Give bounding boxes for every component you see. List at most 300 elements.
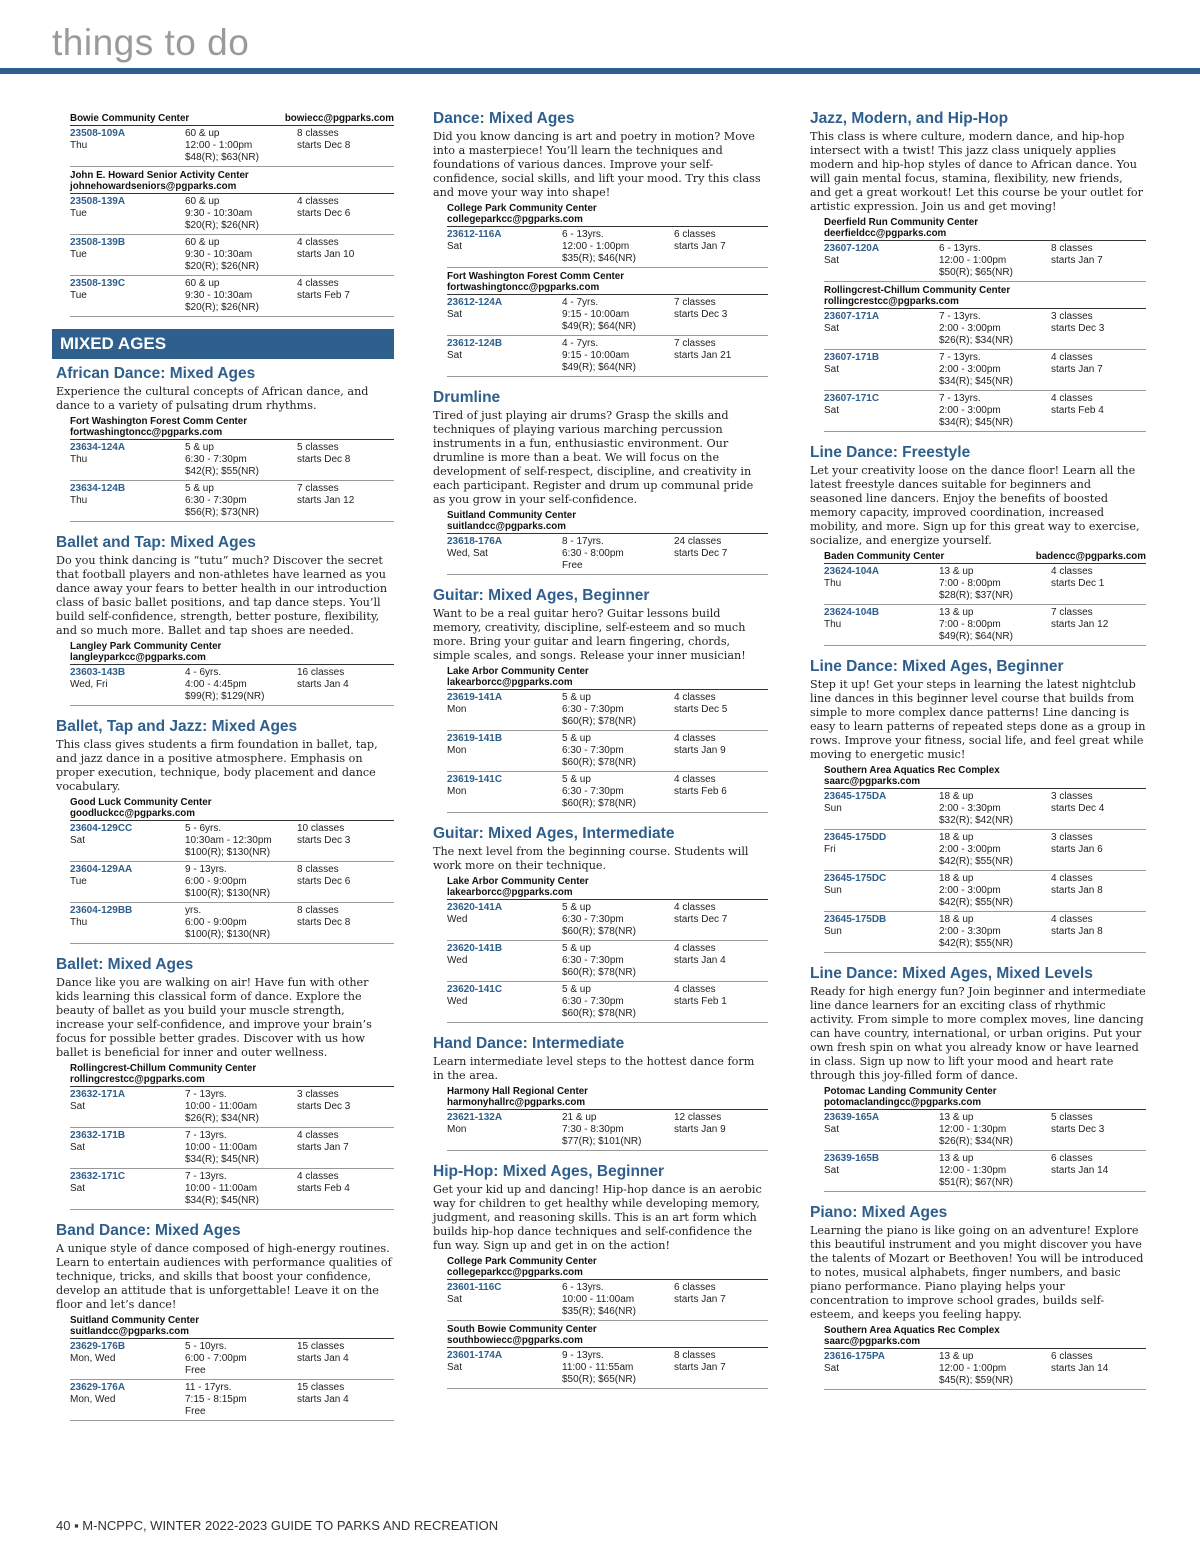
class-row [70,440,394,481]
class-age: 7 - 13yrs. [939,311,981,322]
class-code[interactable]: 23629-176B [70,1341,126,1352]
class-count: 4 classes [1051,352,1093,363]
location-email[interactable]: fortwashingtoncc@pgparks.com [447,282,600,293]
class-schedule-cell [674,1350,768,1386]
class-price: $60(R); $78(NR) [562,1008,636,1019]
class-day: Wed [447,996,468,1007]
location-email[interactable]: goodluckcc@pgparks.com [70,808,195,819]
class-id-cell [70,483,185,519]
class-count: 4 classes [674,774,716,785]
course-block [56,718,394,944]
class-start: starts Dec 7 [674,548,728,559]
class-count: 10 classes [297,823,345,834]
class-details-cell [939,1351,1051,1387]
class-details-cell [562,1350,674,1386]
class-schedule-cell [674,536,768,572]
location-email[interactable]: collegeparkcc@pgparks.com [447,214,583,225]
course-block [433,825,768,1023]
class-schedule-cell [674,692,768,728]
class-count: 4 classes [297,1171,339,1182]
class-details-cell [939,791,1051,827]
class-details-cell [939,311,1051,347]
class-id-cell [70,905,185,941]
class-price: $99(R); $129(NR) [185,691,265,702]
class-schedule-cell [297,196,394,232]
class-time: 2:00 - 3:00pm [939,323,1001,334]
class-age: 5 & up [562,733,591,744]
class-price: Free [562,560,583,571]
class-age: 60 & up [185,128,220,139]
class-day: Mon, Wed [70,1394,116,1405]
class-start: starts Jan 10 [297,249,355,260]
class-code[interactable]: 23601-174A [447,1350,503,1361]
page-title: things to do [52,22,250,63]
course-block [810,658,1146,953]
class-id-cell [824,311,939,347]
location-email[interactable]: saarc@pgparks.com [824,776,921,787]
class-code[interactable]: 23639-165A [824,1112,880,1123]
class-price: $34(R); $45(NR) [939,417,1013,428]
course-description: Do you think dancing is “tutu” much? Discover the secret that football players and non-athletes have learned as you dance away your fears to better health in our introduction class of basic ballet positions, and tap dance steps. You’ll build self-confidence, strength, better posture, flexibility, and so much more. Ballet and tap shoes are needed. [56,554,388,637]
class-code[interactable]: 23645-175DC [824,873,887,884]
course-description: Step it up! Get your steps in learning the latest nightclub line dances in this beginner level course that builds from simple to more complex dance patterns! Line dancing is easy to learn patterns of repeated steps done as a group in rows. Improve your fitness, social life, and feel great while moving to energetic music! [810,678,1146,761]
class-start: starts Jan 21 [674,350,732,361]
class-price: $50(R); $65(NR) [562,1374,636,1385]
class-price: $28(R); $37(NR) [939,590,1013,601]
course-block [433,389,768,575]
class-age: 9 - 13yrs. [562,1350,604,1361]
class-day: Sat [824,364,840,375]
class-schedule-cell [1051,1153,1146,1189]
class-schedule-cell [1051,566,1146,602]
class-age: 18 & up [939,873,974,884]
class-count: 8 classes [1051,243,1093,254]
class-count: 3 classes [1051,832,1093,843]
class-age: 13 & up [939,566,974,577]
location-header [70,797,394,821]
class-code[interactable]: 23620-141C [447,984,503,995]
class-time: 12:00 - 1:30pm [939,1165,1007,1176]
location-header [70,170,394,194]
class-count: 4 classes [1051,566,1093,577]
class-row [447,227,768,268]
class-count: 4 classes [1051,393,1093,404]
course-title: Jazz, Modern, and Hip-Hop [810,110,1009,127]
course-title: African Dance: Mixed Ages [56,365,256,382]
location-email[interactable]: collegeparkcc@pgparks.com [447,1267,583,1278]
course-description: Let your creativity loose on the dance floor! Learn all the latest freestyle dances suitable for beginners and seasoned line dancers. Enjoy the benefits of boosted memory capacity, improved coordination, increased mobility, and more. Sign up for this great way to exercise, socialize, and energize yourself. [810,464,1140,547]
class-row [70,1380,394,1421]
class-row [447,534,768,575]
class-price: $32(R); $42(NR) [939,815,1013,826]
class-start: starts Dec 7 [674,914,728,925]
class-details-cell [562,733,674,769]
course-block [433,110,768,377]
class-schedule-cell [297,905,394,941]
course-description: The next level from the beginning course. Students will work more on their technique. [433,845,749,872]
class-code[interactable]: 23612-124B [447,338,503,349]
class-count: 6 classes [674,229,716,240]
location-name: South Bowie Community Center [447,1324,597,1335]
class-start: starts Jan 7 [1051,364,1103,375]
class-time: 2:00 - 3:30pm [939,926,1001,937]
class-code[interactable]: 23604-129BB [70,905,133,916]
class-price: $34(R); $45(NR) [185,1195,259,1206]
class-start: starts Jan 14 [1051,1165,1109,1176]
class-price: $60(R); $78(NR) [562,798,636,809]
class-code[interactable]: 23508-139B [70,237,126,248]
class-code[interactable]: 23632-171A [70,1089,126,1100]
class-schedule-cell [674,774,768,810]
class-code[interactable]: 23619-141C [447,774,503,785]
class-price: $20(R); $26(NR) [185,302,259,313]
class-row [824,830,1146,871]
class-start: starts Feb 7 [297,290,350,301]
class-code[interactable]: 23508-139C [70,278,126,289]
class-code[interactable]: 23618-176A [447,536,503,547]
class-code[interactable]: 23607-120A [824,243,880,254]
location-name: Fort Washington Forest Comm Center [70,416,248,427]
class-code[interactable]: 23612-116A [447,229,502,240]
class-count: 4 classes [674,692,716,703]
course-title: Hand Dance: Intermediate [433,1035,625,1052]
class-price: $26(R); $34(NR) [185,1113,259,1124]
class-code[interactable]: 23645-175DD [824,832,887,843]
location-email[interactable]: deerfieldcc@pgparks.com [824,228,947,239]
class-time: 6:30 - 7:30pm [562,704,624,715]
class-start: starts Jan 4 [297,679,349,690]
class-code[interactable]: 23632-171C [70,1171,126,1182]
class-code[interactable]: 23624-104A [824,566,880,577]
class-time: 7:30 - 8:30pm [562,1124,624,1135]
class-time: 6:00 - 9:00pm [185,917,247,928]
location-name: Langley Park Community Center [70,641,222,652]
location-email[interactable]: potomaclandingcc@pgparks.com [824,1097,982,1108]
location-email[interactable]: bowiecc@pgparks.com [284,113,394,124]
class-row [824,1110,1146,1151]
class-time: 12:00 - 1:00pm [185,140,253,151]
class-time: 6:00 - 7:00pm [185,1353,247,1364]
class-price: $45(R); $59(NR) [939,1375,1013,1386]
class-price: Free [185,1365,206,1376]
class-id-cell [447,1350,562,1386]
class-schedule-cell [1051,873,1146,909]
location-header [70,1063,394,1087]
class-id-cell [447,1112,562,1148]
location-email[interactable]: lakearborcc@pgparks.com [447,677,573,688]
class-details-cell [939,873,1051,909]
class-schedule-cell [674,902,768,938]
class-day: Tue [70,290,87,301]
class-start: starts Dec 8 [297,917,351,928]
class-code[interactable]: 23508-109A [70,128,126,139]
class-row [70,276,394,317]
location-email[interactable]: johnehowardseniors@pgparks.com [70,181,237,192]
class-count: 4 classes [674,733,716,744]
class-schedule-cell [1051,393,1146,429]
class-count: 6 classes [674,1282,716,1293]
class-age: 5 & up [562,774,591,785]
class-time: 7:00 - 8:00pm [939,619,1001,630]
location-header [447,510,768,534]
class-row [70,194,394,235]
class-code[interactable]: 23604-129CC [70,823,133,834]
class-code[interactable]: 23607-171C [824,393,880,404]
class-day: Sat [447,1362,463,1373]
class-age: 4 - 7yrs. [562,297,599,308]
class-age: 13 & up [939,1351,974,1362]
class-age: 5 - 10yrs. [185,1341,227,1352]
location-header [447,1256,768,1280]
class-details-cell [939,832,1051,868]
class-day: Wed, Fri [70,679,108,690]
class-details-cell [562,692,674,728]
class-code[interactable]: 23621-132A [447,1112,503,1123]
class-time: 11:00 - 11:55am [562,1362,634,1373]
class-id-cell [70,1089,185,1125]
class-schedule-cell [1051,914,1146,950]
course-title: Drumline [433,389,501,406]
class-id-cell [447,229,562,265]
class-start: starts Jan 8 [1051,926,1103,937]
location-email[interactable]: suitlandcc@pgparks.com [70,1326,189,1337]
class-code[interactable]: 23607-171A [824,311,880,322]
class-schedule-cell [297,864,394,900]
course-block [433,1163,768,1389]
class-code[interactable]: 23616-175PA [824,1351,885,1362]
location-email[interactable]: rollingcrestcc@pgparks.com [70,1074,205,1085]
location-email[interactable]: rollingcrestcc@pgparks.com [824,296,959,307]
class-age: 13 & up [939,1112,974,1123]
class-row [824,789,1146,830]
class-details-cell [185,1382,297,1418]
class-price: $26(R); $34(NR) [939,1136,1013,1147]
class-details-cell [185,237,297,273]
class-id-cell [824,914,939,950]
class-count: 24 classes [674,536,722,547]
class-age: 7 - 13yrs. [185,1089,227,1100]
class-code[interactable]: 23629-176A [70,1382,126,1393]
class-start: starts Dec 1 [1051,578,1105,589]
class-code[interactable]: 23634-124A [70,442,126,453]
class-start: starts Jan 7 [1051,255,1103,266]
class-time: 9:15 - 10:00am [562,309,630,320]
class-day: Sun [824,885,842,896]
class-day: Sat [824,1124,840,1135]
class-price: $56(R); $73(NR) [185,507,259,518]
class-day: Sat [824,1363,840,1374]
class-schedule-cell [297,237,394,273]
class-id-cell [824,393,939,429]
class-count: 6 classes [1051,1351,1093,1362]
location-header [447,203,768,227]
class-code[interactable]: 23607-171B [824,352,880,363]
class-id-cell [447,536,562,572]
class-details-cell [562,943,674,979]
class-code[interactable]: 23620-141B [447,943,503,954]
class-price: $60(R); $78(NR) [562,757,636,768]
class-id-cell [824,791,939,827]
class-start: starts Feb 6 [674,786,727,797]
location-header [824,551,1146,564]
class-count: 8 classes [674,1350,716,1361]
class-price: $60(R); $78(NR) [562,967,636,978]
location-header [70,113,394,126]
class-day: Thu [824,578,842,589]
class-row [824,309,1146,350]
class-count: 4 classes [1051,914,1093,925]
class-details-cell [562,774,674,810]
class-schedule-cell [297,442,394,478]
class-time: 7:00 - 8:00pm [939,578,1001,589]
class-price: $50(R); $65(NR) [939,267,1013,278]
class-row [447,1110,768,1151]
class-row [447,1348,768,1389]
class-id-cell [70,1130,185,1166]
class-price: $49(R); $64(NR) [562,362,636,373]
location-name: Lake Arbor Community Center [447,876,589,887]
location-email[interactable]: badencc@pgparks.com [1035,551,1146,562]
class-row [70,1087,394,1128]
location-email[interactable]: langleyparkcc@pgparks.com [70,652,206,663]
class-count: 8 classes [297,864,339,875]
location-header [824,765,1146,789]
location-email[interactable]: fortwashingtoncc@pgparks.com [70,427,223,438]
class-id-cell [824,873,939,909]
class-age: 18 & up [939,914,974,925]
class-code[interactable]: 23508-139A [70,196,126,207]
class-code[interactable]: 23603-143B [70,667,126,678]
location-header [447,666,768,690]
course-description: This class is where culture, modern dance, and hip-hop intersect with a twist! This jazz class uniquely applies modern and hip-hop styles of dance to African dance. You will gain mental focus, stamina, flexibility, new friends, and get a great workout! Let this course be your outlet for artistic expression. Join us and get moving! [810,130,1143,213]
class-day: Sat [447,309,463,320]
class-time: 12:00 - 1:00pm [939,1363,1007,1374]
class-code[interactable]: 23634-124B [70,483,126,494]
class-details-cell [185,128,297,164]
class-age: 5 - 6yrs. [185,823,222,834]
class-details-cell [562,902,674,938]
location-email[interactable]: lakearborcc@pgparks.com [447,887,573,898]
page-footer: 40 ▪ M-NCPPC, WINTER 2022-2023 GUIDE TO PARKS AND RECREATION [56,1518,499,1533]
class-price: $60(R); $78(NR) [562,926,636,937]
class-code[interactable]: 23619-141B [447,733,503,744]
class-age: 21 & up [562,1112,597,1123]
class-row [447,690,768,731]
senior-classes-block [56,113,394,317]
class-schedule-cell [297,667,394,703]
class-id-cell [824,243,939,279]
class-id-cell [447,943,562,979]
class-code[interactable]: 23632-171B [70,1130,126,1141]
class-start: starts Jan 7 [297,1142,349,1153]
class-time: 6:30 - 8:00pm [562,548,624,559]
class-price: $34(R); $45(NR) [185,1154,259,1165]
column-2 [433,110,768,1401]
class-time: 12:00 - 1:30pm [939,1124,1007,1135]
location-name: College Park Community Center [447,1256,597,1267]
class-age: 9 - 13yrs. [185,864,227,875]
class-time: 10:30am - 12:30pm [185,835,272,846]
class-start: starts Jan 4 [297,1394,349,1405]
class-start: starts Feb 4 [297,1183,350,1194]
class-count: 4 classes [674,902,716,913]
class-time: 2:00 - 3:00pm [939,364,1001,375]
class-row [447,295,768,336]
class-schedule-cell [297,823,394,859]
location-name: Good Luck Community Center [70,797,212,808]
class-row [824,564,1146,605]
class-age: yrs. [185,905,202,916]
class-age: 4 - 6yrs. [185,667,222,678]
class-code[interactable]: 23645-175DB [824,914,887,925]
class-start: starts Dec 4 [1051,803,1105,814]
class-time: 10:00 - 11:00am [185,1142,258,1153]
location-name: Potomac Landing Community Center [824,1086,997,1097]
class-row [824,391,1146,432]
class-time: 6:30 - 7:30pm [562,914,624,925]
class-code[interactable]: 23619-141A [447,692,503,703]
class-row [70,862,394,903]
class-start: starts Jan 9 [674,1124,726,1135]
class-row [70,1169,394,1210]
class-price: $100(R); $130(NR) [185,888,271,899]
location-name: Southern Area Aquatics Rec Complex [824,1325,1000,1336]
class-id-cell [447,733,562,769]
class-time: 6:30 - 7:30pm [562,955,624,966]
class-age: 5 & up [562,902,591,913]
class-time: 9:30 - 10:30am [185,208,253,219]
class-count: 6 classes [1051,1153,1093,1164]
class-code[interactable]: 23645-175DA [824,791,887,802]
class-id-cell [447,1282,562,1318]
class-code[interactable]: 23639-165B [824,1153,880,1164]
class-day: Thu [70,495,88,506]
class-code[interactable]: 23601-116C [447,1282,502,1293]
class-row [70,665,394,706]
class-id-cell [70,1171,185,1207]
class-age: 7 - 13yrs. [939,393,981,404]
class-price: $26(R); $34(NR) [939,335,1013,346]
location-header [70,416,394,440]
course-title: Line Dance: Mixed Ages, Mixed Levels [810,965,1093,982]
location-name: Deerfield Run Community Center [824,217,979,228]
class-id-cell [70,128,185,164]
location-email[interactable]: saarc@pgparks.com [824,1336,921,1347]
class-schedule-cell [297,128,394,164]
course-description: Get your kid up and dancing! Hip-hop dance is an aerobic way for children to get healthy while developing memory, judgment, and reasoning skills. This is an art form which builds hip-hop dance techniques and self-confidence the fun way. Sign up and get in on the action! [433,1183,762,1252]
class-price: $20(R); $26(NR) [185,220,259,231]
class-code[interactable]: 23620-141A [447,902,503,913]
class-code[interactable]: 23604-129AA [70,864,133,875]
location-email[interactable]: southbowiecc@pgparks.com [447,1335,583,1346]
location-email[interactable]: harmonyhallrc@pgparks.com [447,1097,586,1108]
class-id-cell [70,864,185,900]
class-age: 5 & up [562,984,591,995]
page-header [0,0,1200,76]
location-email[interactable]: suitlandcc@pgparks.com [447,521,566,532]
class-row [70,235,394,276]
location-name: Harmony Hall Regional Center [447,1086,588,1097]
class-age: 6 - 13yrs. [939,243,981,254]
class-code[interactable]: 23624-104B [824,607,880,618]
class-id-cell [70,667,185,703]
class-code[interactable]: 23612-124A [447,297,503,308]
class-count: 4 classes [1051,873,1093,884]
class-details-cell [185,442,297,478]
class-start: starts Jan 9 [674,745,726,756]
class-start: starts Jan 7 [674,1362,726,1373]
class-id-cell [70,823,185,859]
